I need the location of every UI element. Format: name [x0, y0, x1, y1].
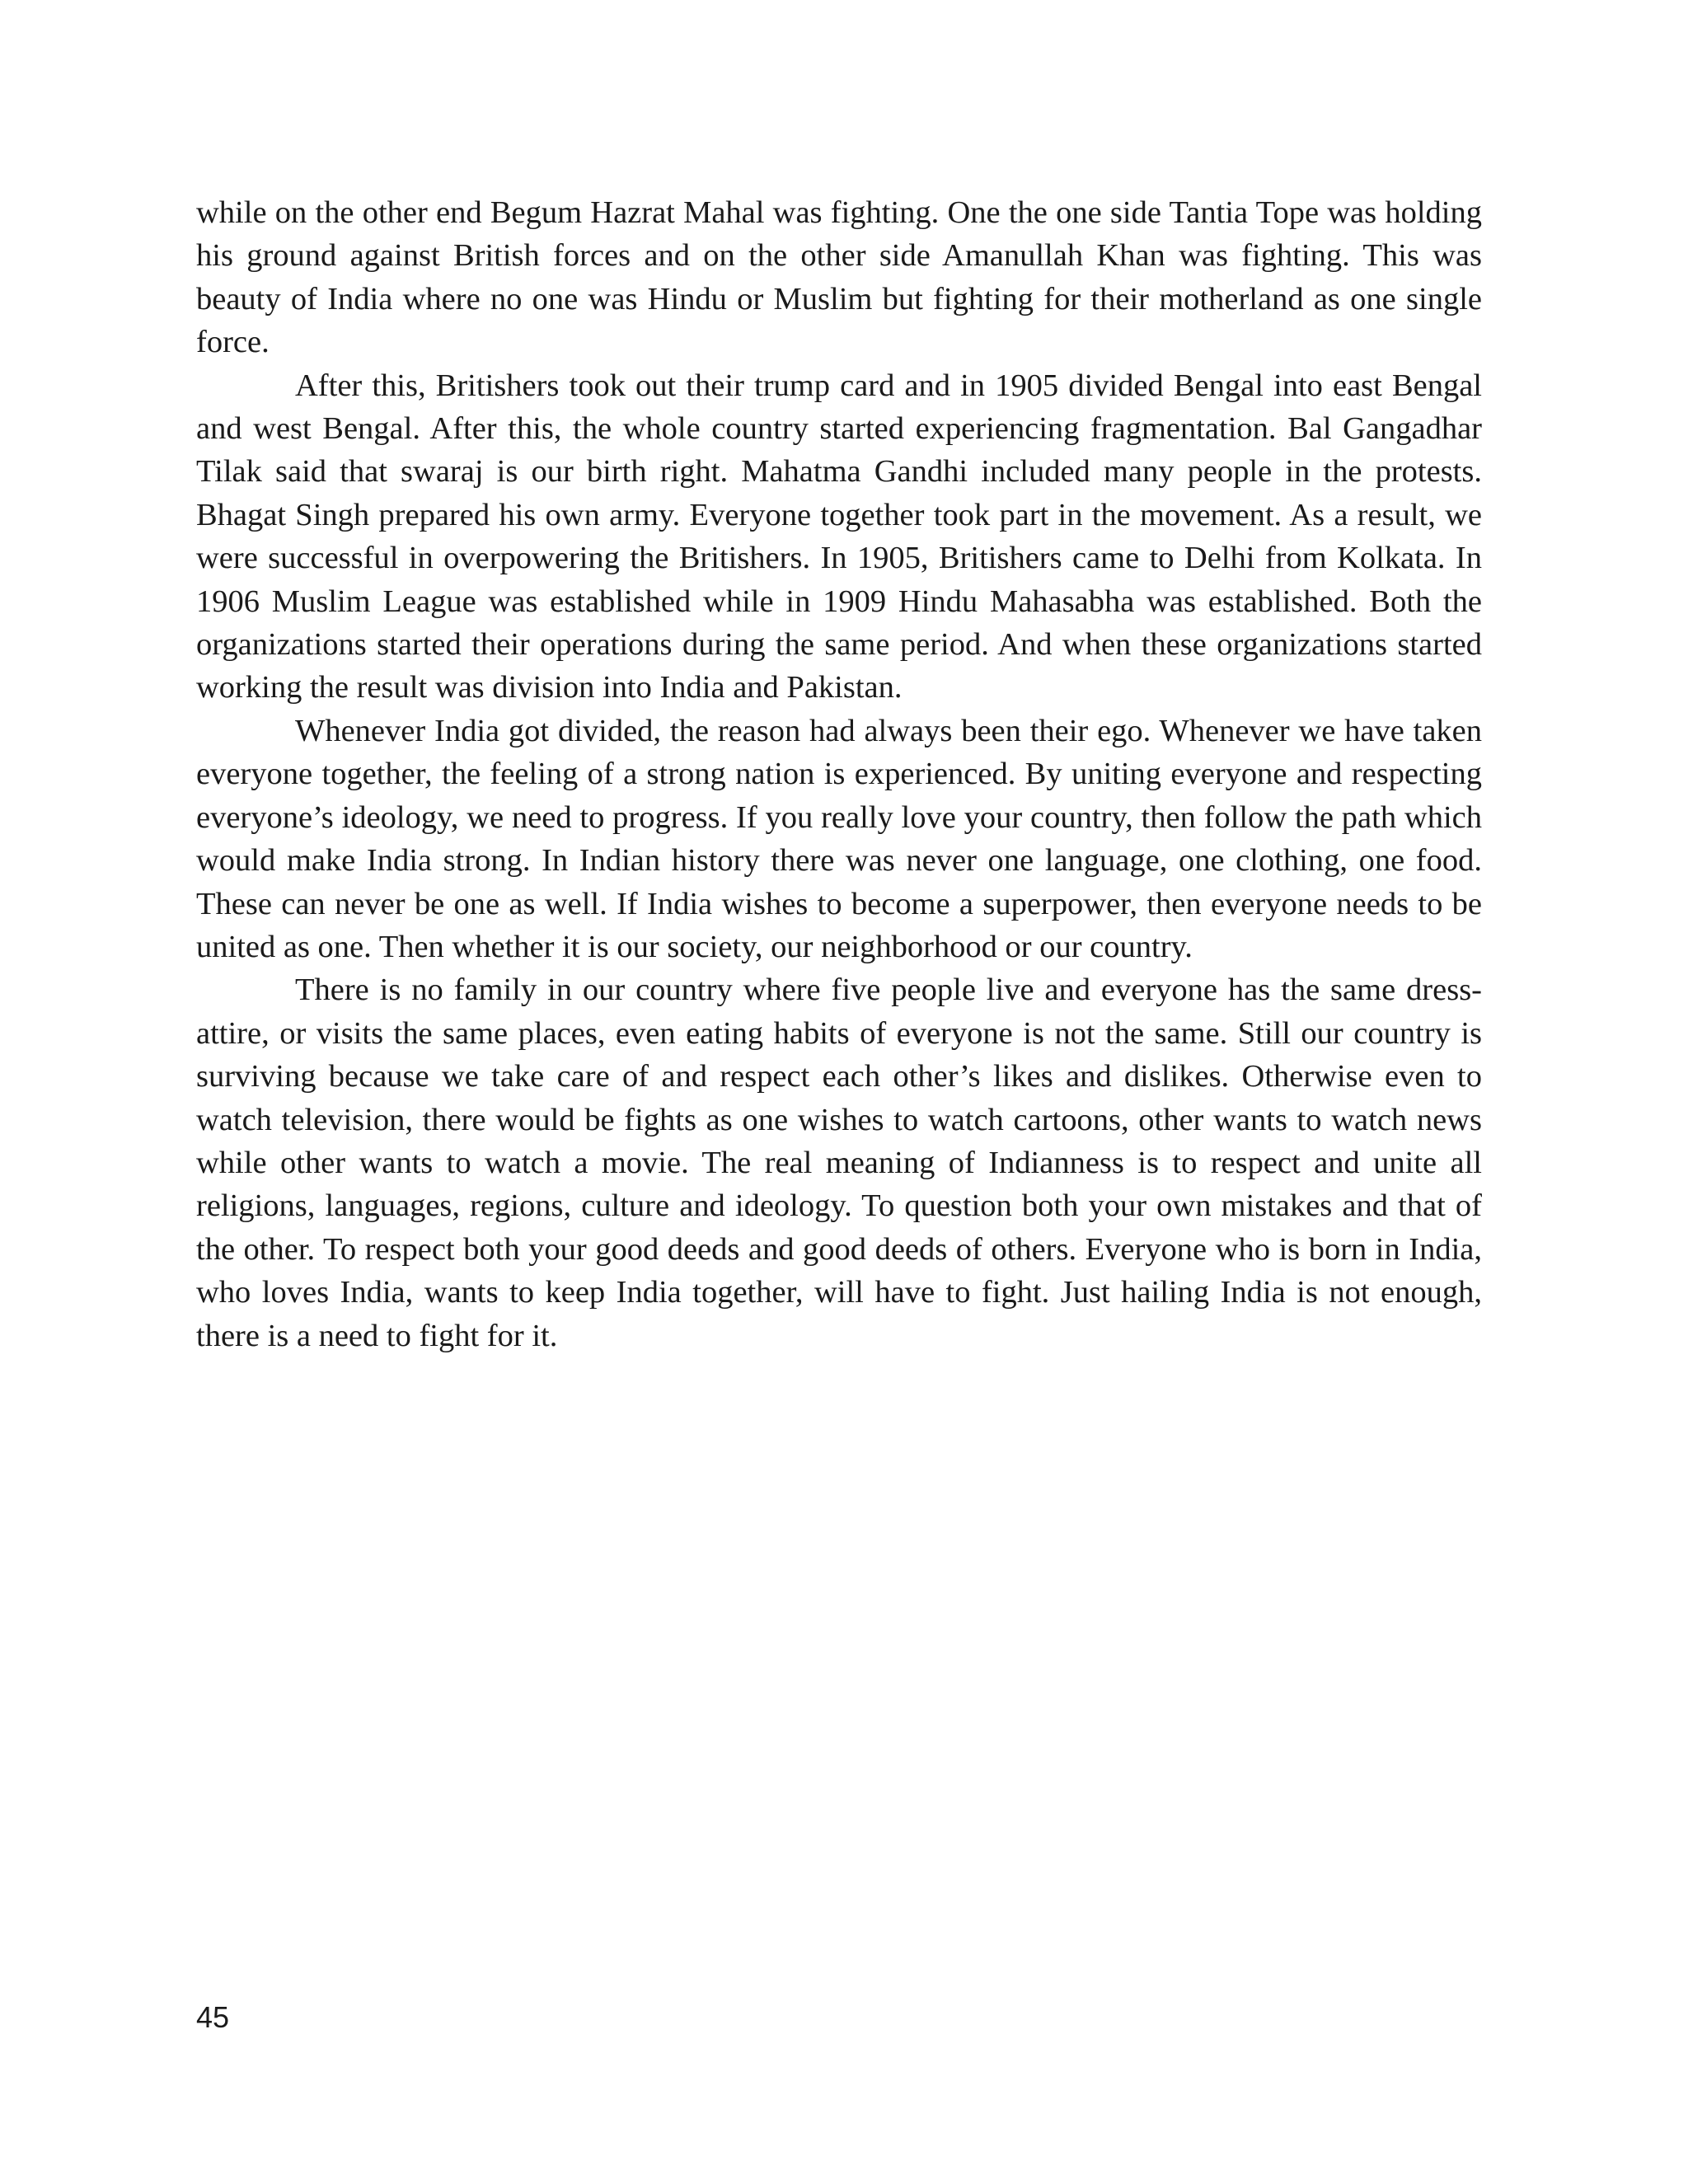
body-text [196, 191, 1482, 1357]
page-number: 45 [196, 2000, 230, 2034]
paragraph-2: After this, Britishers took out their trump card and in 1905 divided Bengal into east Bengal and west Bengal. After this, the whole country started experiencing fragmentation. Bal Gangadhar Tilak said that swaraj is our birth right. Mahatma Gandhi included many people in the protests. Bhagat Singh prepared his own army. Everyone together took part in the movement. As a result, we were successful in overpowering the Britishers. In 1905, Britishers came to Delhi from Kolkata. In 1906 Muslim League was established while in 1909 Hindu Mahasabha was established. Both the organizations started their operations during the same period. And when these organizations started working the result was division into India and Pakistan. [196, 368, 1482, 705]
paragraph-4: There is no family in our country where five people live and everyone has the same dress-attire, or visits the same places, even eating habits of everyone is not the same. Still our country is surviving because we take care of and respect each other’s likes and dislikes. Otherwise even to watch television, there would be fights as one wishes to watch cartoons, other wants to watch news while other wants to watch a movie. The real meaning of Indianness is to respect and unite all religions, languages, regions, culture and ideology. To question both your own mistakes and that of the other. To respect both your good deeds and good deeds of others. Everyone who is born in India, who loves India, wants to keep India together, will have to fight. Just hailing India is not enough, there is a need to fight for it. [196, 972, 1482, 1353]
paragraph-3: Whenever India got divided, the reason had always been their ego. Whenever we have taken everyone together, the feeling of a strong nation is experienced. By uniting everyone and respecting everyone’s ideology, we need to progress. If you really love your country, then follow the path which would make India strong. In Indian history there was never one language, one clothing, one food. These can never be one as well. If India wishes to become a superpower, then everyone needs to be united as one. Then whether it is our society, our neighborhood or our country. [196, 713, 1482, 964]
paragraph-1: while on the other end Begum Hazrat Mahal was fighting. One the one side Tantia Tope was holding his ground against British forces and on the other side Amanullah Khan was fighting. This was beauty of India where no one was Hindu or Muslim but fighting for their motherland as one single force. [196, 195, 1482, 360]
